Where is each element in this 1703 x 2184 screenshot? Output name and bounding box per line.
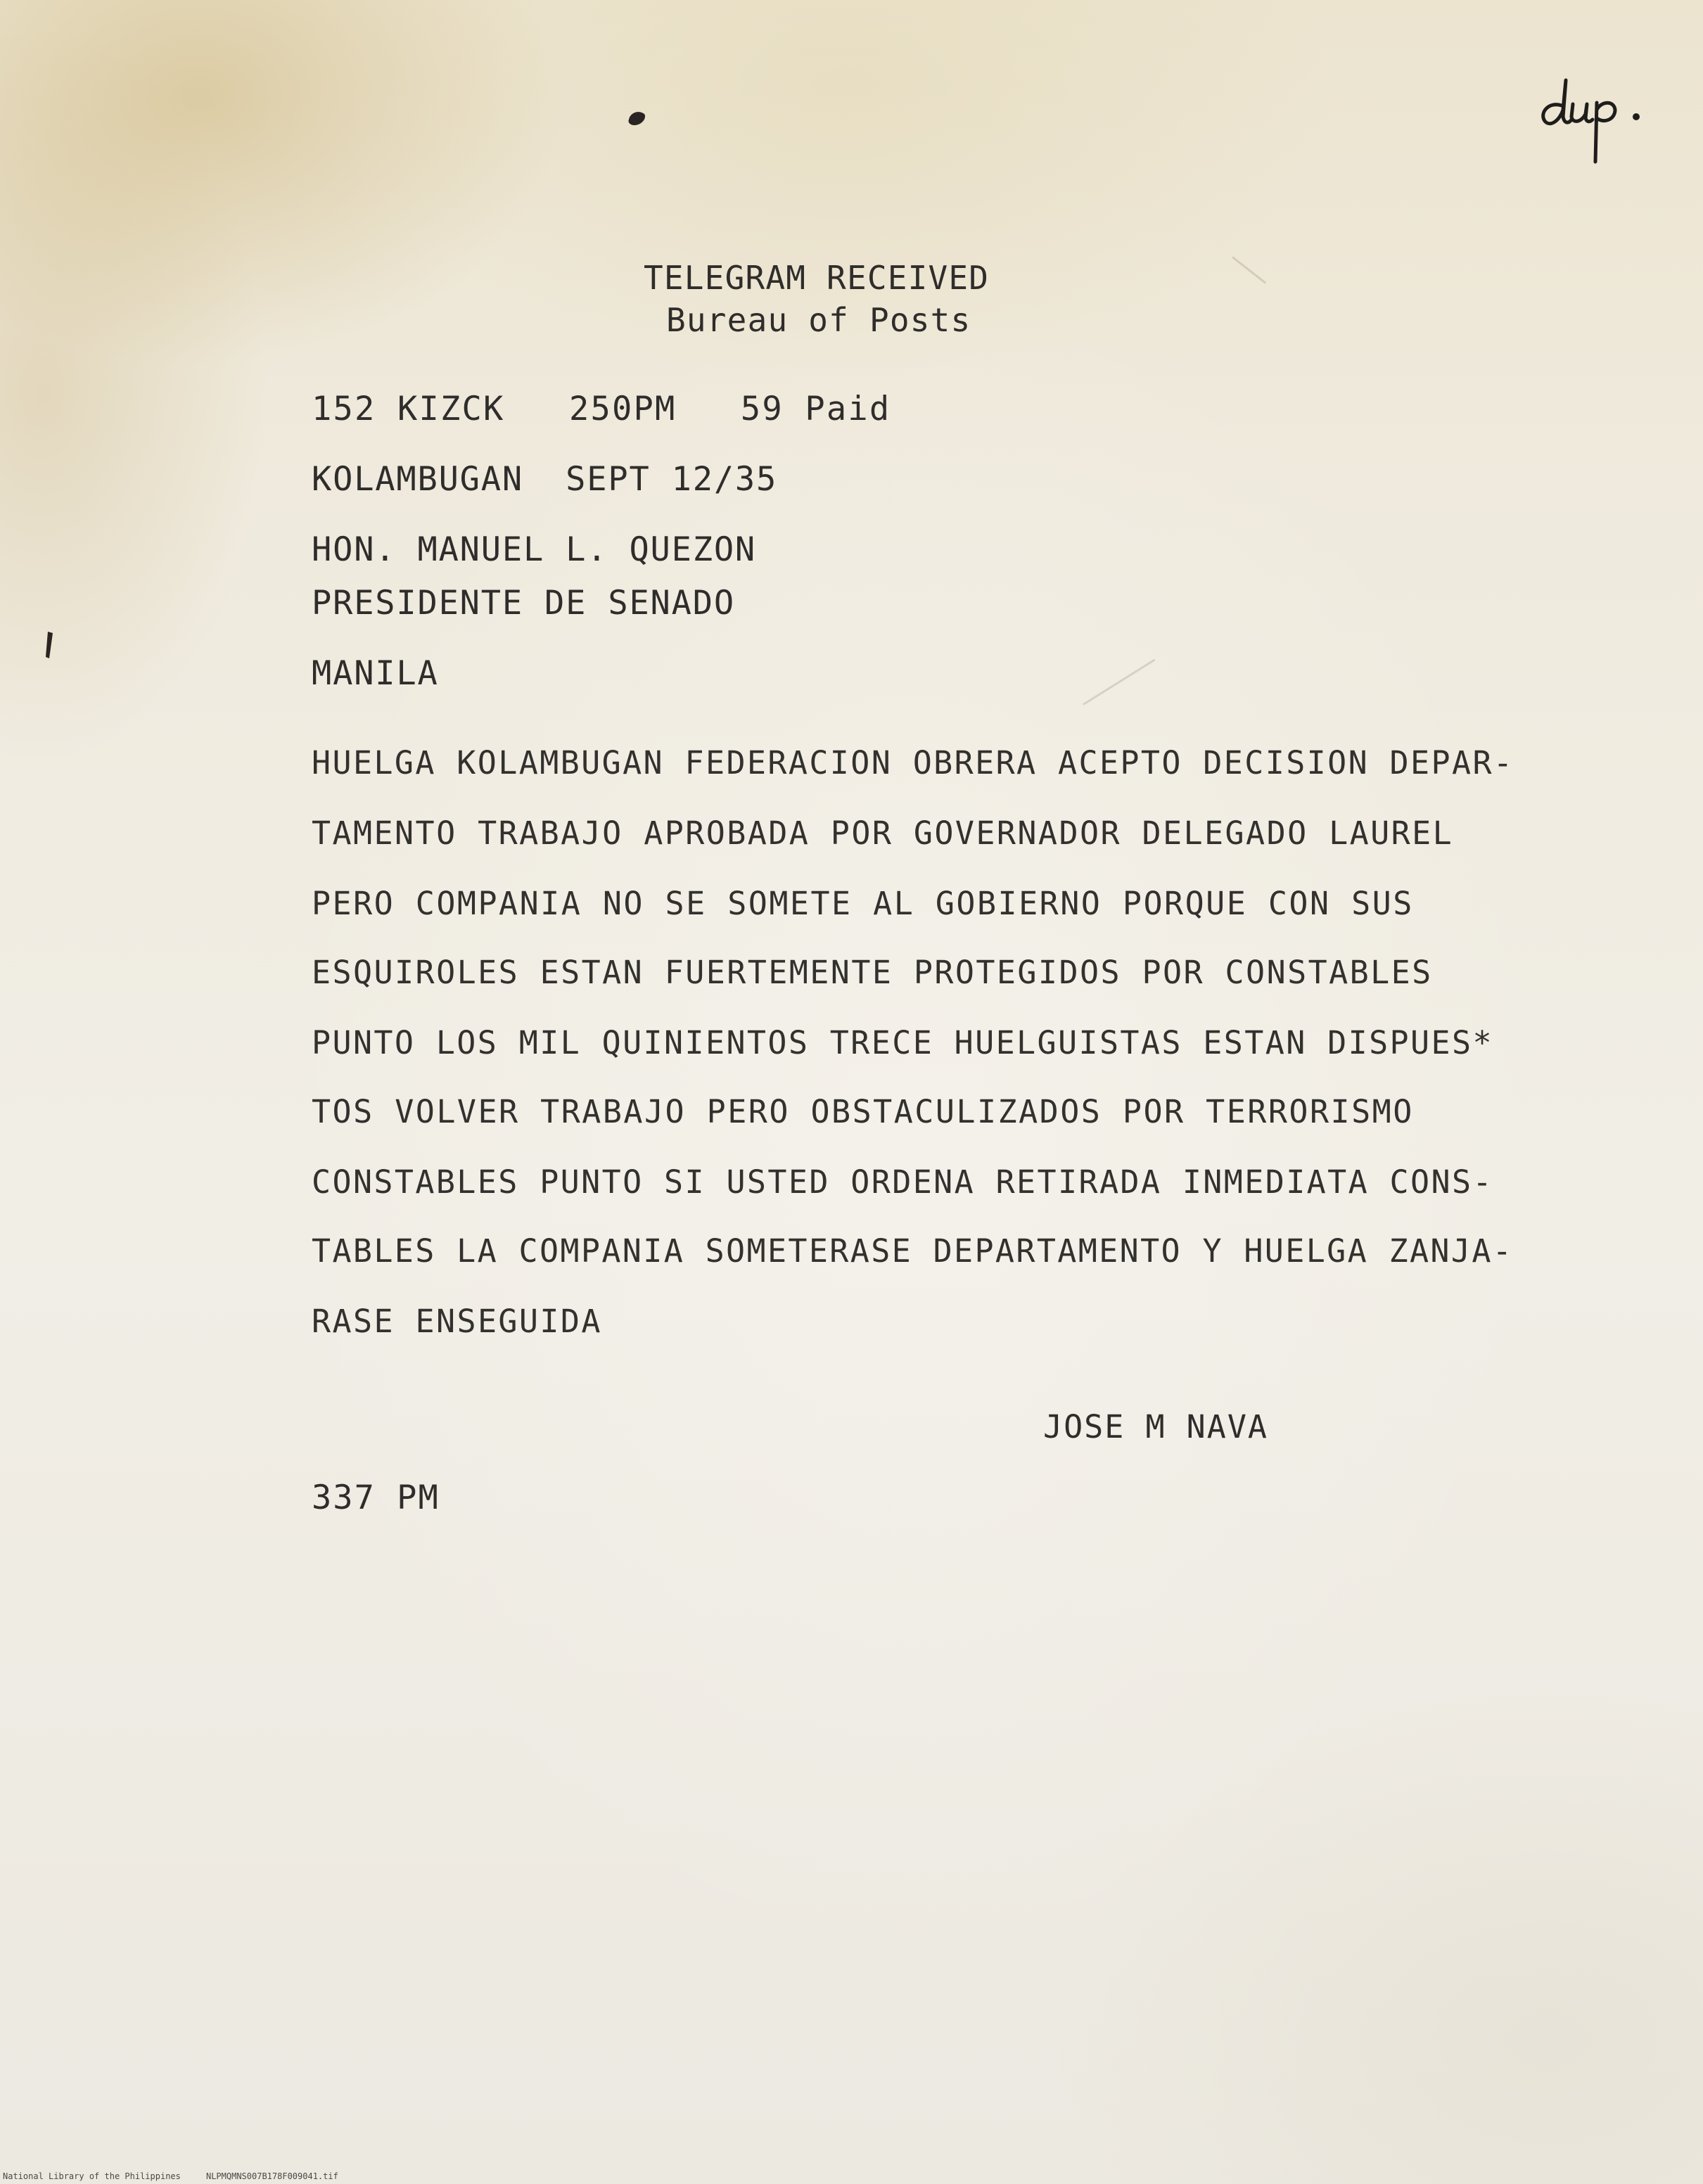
message-line: TOS VOLVER TRABAJO PERO OBSTACULIZADOS POR TERRORISMO (312, 1093, 1414, 1130)
message-line: ESQUIROLES ESTAN FUERTEMENTE PROTEGIDOS POR CONSTABLES (312, 954, 1433, 991)
telegram-subtitle: Bureau of Posts (666, 301, 971, 339)
archive-footer-credit: National Library of the Philippines NLPMQMNS007B178F009041.tif (3, 2171, 338, 2181)
addressee-position: PRESIDENTE DE SENADO (312, 584, 735, 622)
message-line: RASE ENSEGUIDA (312, 1303, 602, 1340)
handwritten-note-text: dup. (1533, 70, 1536, 71)
telegram-origin-date-line: KOLAMBUGAN SEPT 12/35 (312, 460, 778, 499)
message-line: CONSTABLES PUNTO SI USTED ORDENA RETIRADA INMEDIATA CONS- (312, 1163, 1493, 1201)
margin-tick-mark (41, 630, 58, 661)
paper-crease (1232, 256, 1266, 283)
sender-signature: JOSE M NAVA (1043, 1408, 1269, 1445)
handwritten-dup-note (1533, 70, 1660, 169)
telegram-reference-line: 152 KIZCK 250PM 59 Paid (312, 390, 891, 428)
message-line: PUNTO LOS MIL QUINIENTOS TRECE HUELGUISTAS ESTAN DISPUES* (312, 1024, 1493, 1061)
paper-crease (1083, 659, 1155, 705)
received-time: 337 PM (312, 1479, 440, 1517)
message-line: TAMENTO TRABAJO APROBADA POR GOVERNADOR DELEGADO LAUREL (312, 815, 1454, 852)
message-line: TABLES LA COMPANIA SOMETERASE DEPARTAMENTO Y HUELGA ZANJA- (312, 1232, 1514, 1270)
addressee-name: HON. MANUEL L. QUEZON (312, 530, 757, 569)
ink-speck-mark (623, 106, 651, 131)
addressee-city: MANILA (312, 654, 439, 693)
message-line: HUELGA KOLAMBUGAN FEDERACION OBRERA ACEPTO DECISION DEPAR- (312, 744, 1514, 781)
telegram-title: TELEGRAM RECEIVED (644, 259, 990, 297)
message-line: PERO COMPANIA NO SE SOMETE AL GOBIERNO PORQUE CON SUS (312, 885, 1414, 922)
